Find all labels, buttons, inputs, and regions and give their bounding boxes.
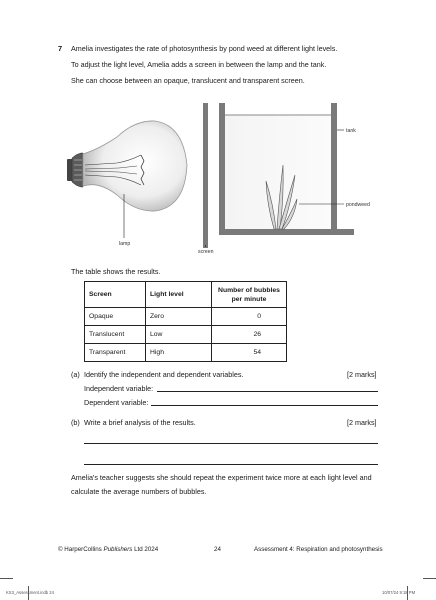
crop-mark: [423, 578, 436, 579]
slug-date: 10/07/24 9:18 PM: [382, 590, 416, 595]
cell-light: High: [146, 344, 212, 362]
cell-light: Zero: [146, 308, 212, 326]
table-row: [85, 344, 287, 362]
dependent-answer-line[interactable]: [151, 405, 378, 406]
dependent-variable-label: Dependent variable:: [84, 398, 149, 407]
cell-light: Low: [146, 326, 212, 344]
results-intro: The table shows the results.: [71, 267, 161, 276]
analysis-answer-line-1[interactable]: [84, 443, 378, 444]
closing-line-1: Amelia's teacher suggests she should repeat the experiment twice more at each light level and: [71, 473, 372, 482]
slug-file: KS3_Assessment.indb 24: [6, 590, 54, 595]
copyright-prefix: © HarperCollins: [58, 546, 104, 553]
table-header-row: [85, 282, 287, 308]
copyright-suffix: Ltd 2024: [132, 546, 159, 553]
part-b-label: (b): [71, 418, 80, 427]
independent-variable-label: Independent variable:: [84, 384, 154, 393]
footer-section: Assessment 4: Respiration and photosynthesis: [254, 546, 383, 553]
part-a-label: (a): [71, 370, 80, 379]
cell-screen: Transparent: [85, 344, 146, 362]
header-light-level: Light level: [146, 282, 212, 308]
intro-line-2: To adjust the light level, Amelia adds a screen in between the lamp and the tank.: [71, 60, 327, 69]
part-a-prompt: Identify the independent and dependent variables.: [84, 370, 244, 379]
table-row: [85, 308, 287, 326]
independent-answer-line[interactable]: [157, 391, 378, 392]
crop-mark: [0, 578, 13, 579]
part-b-marks: [2 marks]: [347, 418, 377, 427]
cell-screen: Translucent: [85, 326, 146, 344]
screen-label: screen: [198, 249, 214, 255]
results-table: [84, 281, 287, 362]
header-screen: Screen: [85, 282, 146, 308]
header-bubbles: Number of bubbles per minute: [212, 282, 287, 308]
question-number: 7: [58, 44, 63, 53]
cell-bubbles: 54: [212, 344, 287, 362]
analysis-answer-line-2[interactable]: [84, 464, 378, 465]
cell-screen: Opaque: [85, 308, 146, 326]
cell-bubbles: 26: [212, 326, 287, 344]
pondweed-label: pondweed: [346, 202, 370, 208]
closing-line-2: calculate the average numbers of bubbles.: [71, 487, 207, 496]
page-number: 24: [214, 546, 221, 553]
cell-bubbles: 0: [212, 308, 287, 326]
lamp-icon: [67, 121, 187, 211]
intro-line-3: She can choose between an opaque, translucent and transparent screen.: [71, 76, 305, 85]
screen-icon: [203, 103, 208, 248]
tank-label: tank: [346, 128, 356, 134]
table-row: [85, 326, 287, 344]
part-b-prompt: Write a brief analysis of the results.: [84, 418, 196, 427]
lamp-label: lamp: [119, 241, 131, 247]
copyright-publisher: Publishers: [103, 546, 133, 553]
experiment-diagram: [55, 95, 375, 260]
part-a-marks: [2 marks]: [347, 370, 377, 379]
intro-line-1: Amelia investigates the rate of photosynthesis by pond weed at different light levels.: [71, 44, 338, 53]
footer-copyright: [58, 546, 158, 553]
